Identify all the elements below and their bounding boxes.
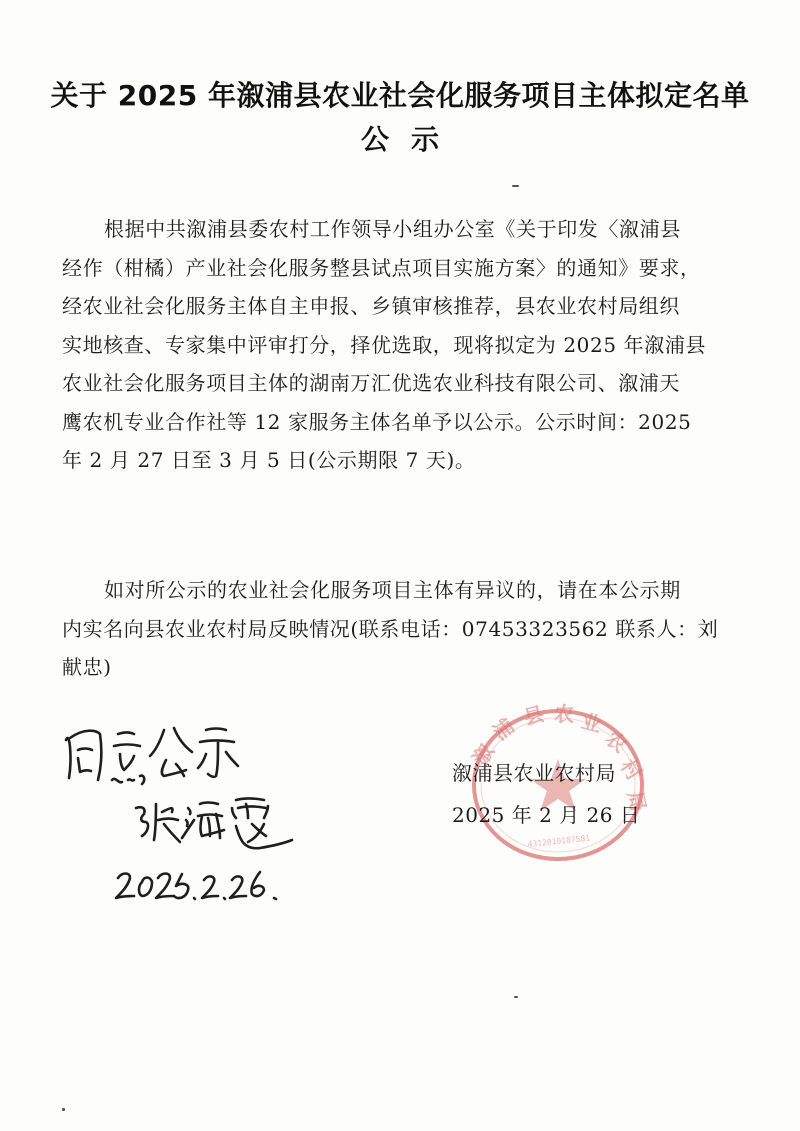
svg-text:浦: 浦 [488,713,519,745]
paragraph-line: 献忠) [62,655,112,679]
scan-speck [512,185,519,187]
svg-text:农: 农 [554,702,574,726]
document-subtitle: 公示 [360,123,461,156]
document-title: 关于 2025 年溆浦县农业社会化服务项目主体拟定名单 [50,79,750,112]
handwritten-signature [60,700,320,930]
paragraph-line: 实地核查、专家集中评审打分，择优选取，现将拟定为 2025 年溆浦县 [62,332,707,357]
paragraph-line: 农业社会化服务项目主体的湖南万汇优选农业科技有限公司、溆浦天 [62,371,680,395]
notice-paragraph-1 [62,210,756,480]
paragraph-line: 如对所公示的农业社会化服务项目主体有异议的，请在本公示期 [104,578,681,602]
paragraph-line: 根据中共溆浦县委农村工作领导小组办公室《关于印发〈溆浦县 [104,217,681,241]
issuer-organization: 溆浦县农业农村局 [452,761,616,785]
svg-text:农: 农 [600,726,632,758]
svg-text:4312010107581: 4312010107581 [527,833,591,849]
paragraph-line: 鹰农机专业合作社等 12 家服务主体名单予以公示。公示时间：2025 [62,409,692,434]
seal-number [527,833,590,849]
scan-speck [62,1108,65,1111]
paragraph-line: 经作（柑橘）产业社会化服务整县试点项目实施方案〉的通知》要求， [62,255,701,280]
notice-paragraph-2 [62,571,756,687]
paragraph-line: 经农业社会化服务主体自主申报、乡镇审核推荐，县农业农村局组织 [62,294,680,318]
svg-text:溆: 溆 [467,739,499,770]
paragraph-line: 年 2 月 27 日至 3 月 5 日(公示期限 7 天)。 [62,448,476,472]
paragraph-line: 内实名向县农业农村局反映情况(联系电话：07453323562 联系人：刘 [62,616,719,641]
issue-date: 2025 年 2 月 26 日 [452,803,641,827]
svg-text:业: 业 [578,708,605,738]
svg-text:县: 县 [521,701,547,730]
svg-text:局: 局 [623,789,651,814]
svg-text:村: 村 [615,754,647,785]
scan-speck [514,996,518,998]
